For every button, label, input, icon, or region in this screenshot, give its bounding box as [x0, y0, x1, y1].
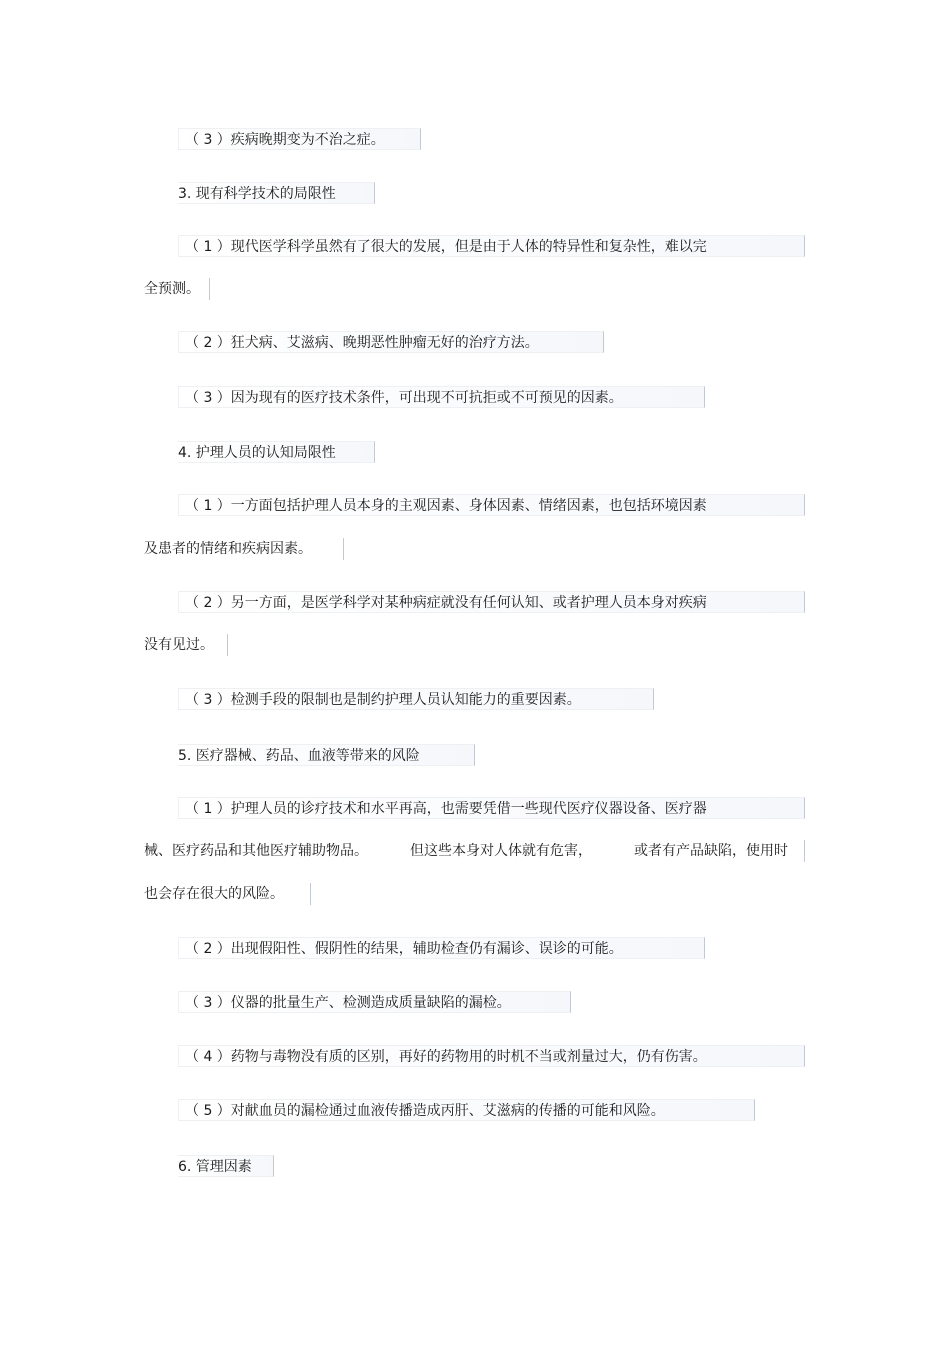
text-line: 也会存在很大的风险。 [144, 883, 311, 905]
text-line: （ 3 ）疾病晚期变为不治之症。 [178, 128, 421, 150]
text-fragment: 械、医疗药品和其他医疗辅助物品。 [144, 843, 368, 859]
text-line: （ 2 ）狂犬病、艾滋病、晚期恶性肿瘤无好的治疗方法。 [178, 331, 604, 353]
text-line: （ 2 ）另一方面，是医学科学对某种病症就没有任何认知、或者护理人员本身对疾病 [178, 591, 805, 613]
section-heading: 3. 现有科学技术的局限性 [178, 182, 375, 204]
text-line: 及患者的情绪和疾病因素。 [144, 538, 344, 560]
text-line: （ 1 ）现代医学科学虽然有了很大的发展，但是由于人体的特异性和复杂性，难以完 [178, 235, 805, 257]
text-line: （ 5 ）对献血员的漏检通过血液传播造成丙肝、艾滋病的传播的可能和风险。 [178, 1099, 755, 1121]
text-line: 没有见过。 [144, 634, 228, 656]
text-line: （ 3 ）因为现有的医疗技术条件，可出现不可抗拒或不可预见的因素。 [178, 386, 705, 408]
section-heading: 4. 护理人员的认知局限性 [178, 441, 375, 463]
text-fragment: 但这些本身对人体就有危害， [410, 843, 592, 859]
text-line: （ 3 ）仪器的批量生产、检测造成质量缺陷的漏检。 [178, 991, 571, 1013]
text-line: （ 3 ）检测手段的限制也是制约护理人员认知能力的重要因素。 [178, 688, 654, 710]
section-heading: 5. 医疗器械、药品、血液等带来的风险 [178, 744, 475, 766]
text-line: （ 2 ）出现假阳性、假阴性的结果，辅助检查仍有漏诊、误诊的可能。 [178, 937, 705, 959]
text-line: 全预测。 [144, 278, 210, 300]
text-line: （ 4 ）药物与毒物没有质的区别，再好的药物用的时机不当或剂量过大，仍有伤害。 [178, 1045, 805, 1067]
text-line [144, 840, 805, 862]
section-heading: 6. 管理因素 [178, 1155, 274, 1177]
text-fragment: 或者有产品缺陷，使用时 [634, 843, 788, 859]
text-line: （ 1 ）一方面包括护理人员本身的主观因素、身体因素、情绪因素，也包括环境因素 [178, 494, 805, 516]
text-line: （ 1 ）护理人员的诊疗技术和水平再高，也需要凭借一些现代医疗仪器设备、医疗器 [178, 797, 805, 819]
